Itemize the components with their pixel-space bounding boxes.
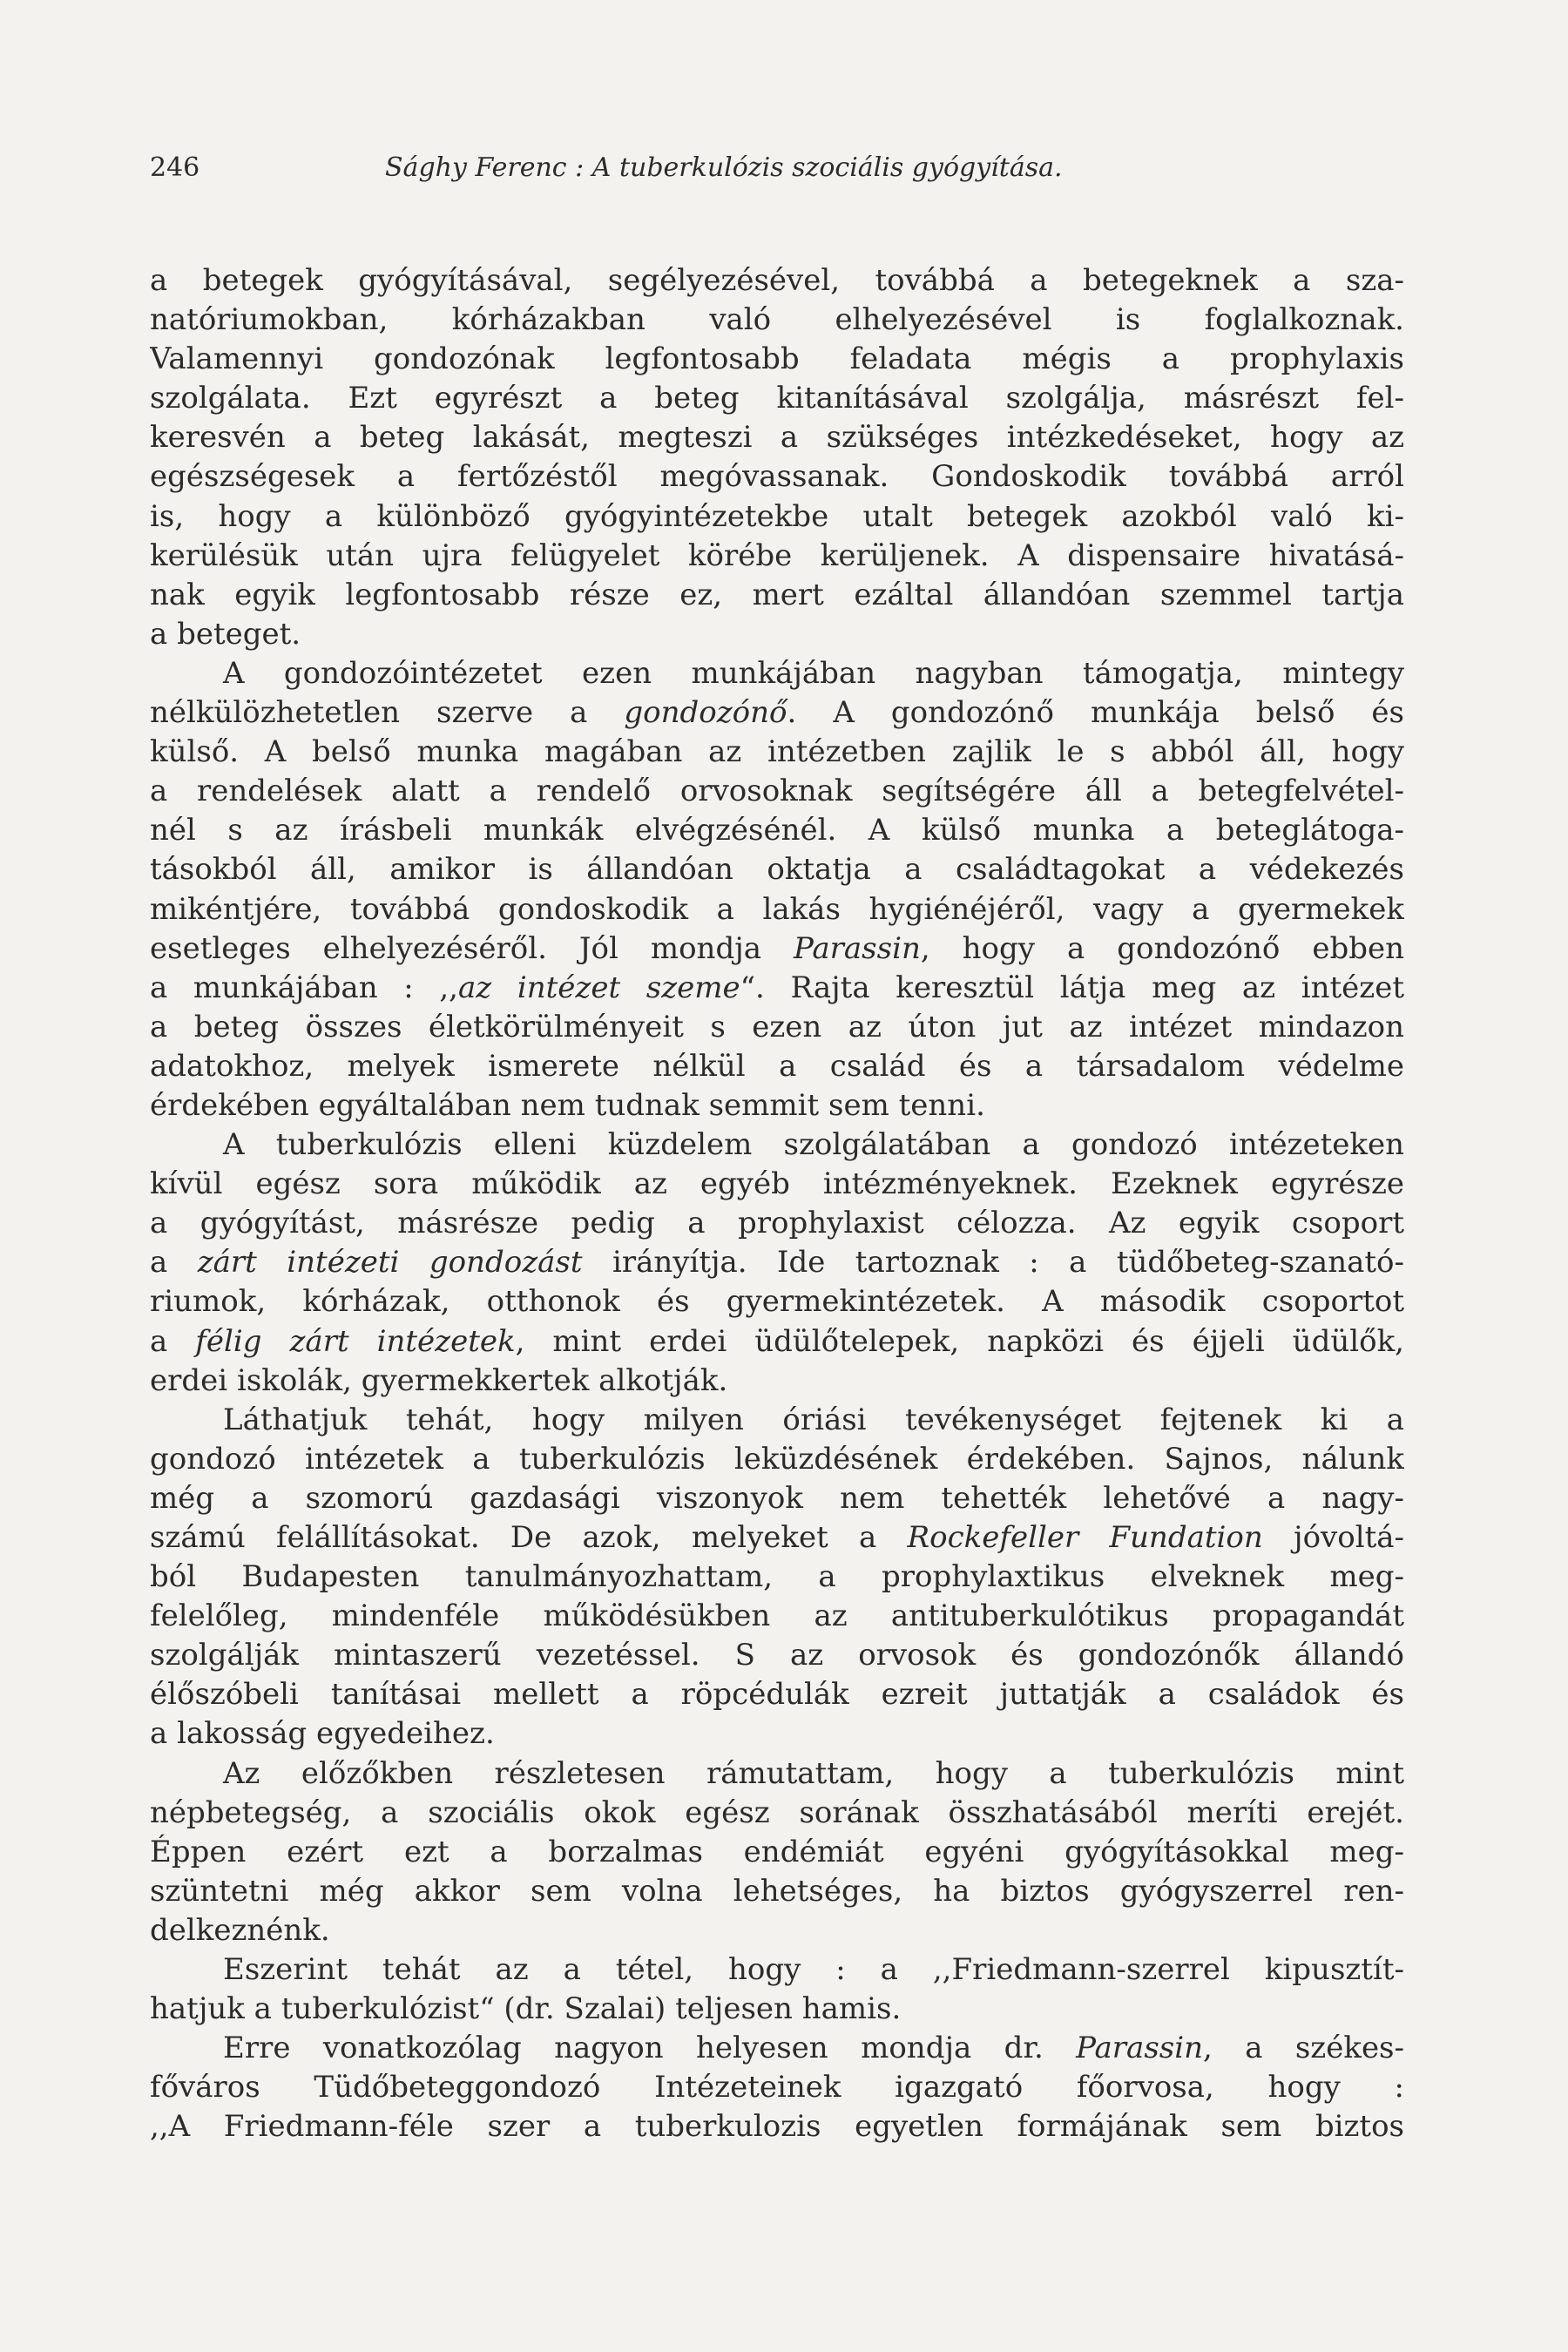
text-line: élőszóbeli tanításai mellett a röpcédulák ezreit juttatják a családok és — [150, 1677, 1404, 1713]
text-line: a betegek gyógyításával, segélyezésével, továbbá a betegeknek a sza- — [150, 263, 1404, 298]
paragraph-start-line: A gondozóintézetet ezen munkájában nagyban támogatja, mintegy — [223, 655, 1404, 691]
text-line: mikéntjére, továbbá gondoskodik a lakás hygiénéjéről, vagy a gyermekek — [150, 891, 1404, 927]
text-line: Éppen ezért ezt a borzalmas endémiát egyéni gyógyításokkal meg- — [150, 1834, 1404, 1869]
text-line: a félig zárt intézetek, mint erdei üdülőtelepek, napközi és éjjeli üdülők, — [150, 1323, 1404, 1359]
text-line: külső. A belső munka magában az intézetben zajlik le s abból áll, hogy — [150, 734, 1404, 770]
text-line: a beteget. — [150, 616, 301, 652]
text-line: szüntetni még akkor sem volna lehetséges, ha biztos gyógyszerrel ren- — [150, 1873, 1404, 1909]
paragraph-start-line: A tuberkulózis elleni küzdelem szolgálatában a gondozó intézeteken — [223, 1127, 1404, 1163]
text-line: főváros Tüdőbeteggondozó Intézeteinek igazgató főorvosa, hogy : — [150, 2070, 1404, 2105]
text-line: tásokból áll, amikor is állandóan oktatja a családtagokat a védekezés — [150, 852, 1404, 888]
paragraph-start-line: Az előzőkben részletesen rámutattam, hogy a tuberkulózis mint — [223, 1755, 1404, 1791]
text-line: is, hogy a különböző gyógyintézetekbe utalt betegek azokból való ki- — [150, 498, 1404, 534]
text-line: riumok, kórházak, otthonok és gyermekintézetek. A második csoportot — [150, 1284, 1404, 1320]
text-line: egészségesek a fertőzéstől megóvassanak. Gondoskodik továbbá arról — [150, 459, 1404, 495]
text-line: keresvén a beteg lakását, megteszi a szükséges intézkedéseket, hogy az — [150, 420, 1404, 456]
text-line: nélkülözhetetlen szerve a gondozónő. A gondozónő munkája belső és — [150, 695, 1404, 731]
text-line: kerülésük után ujra felügyelet körébe kerüljenek. A dispensaire hivatásá- — [150, 537, 1404, 573]
text-line: népbetegség, a szociális okok egész sorának összhatásából meríti erejét. — [150, 1794, 1404, 1830]
text-line: kívül egész sora működik az egyéb intézményeknek. Ezeknek egyrésze — [150, 1166, 1404, 1202]
paragraph-start-line: Eszerint tehát az a tétel, hogy : a ,,Friedmann-szerrel kipusztít- — [223, 1952, 1404, 1988]
paragraph-start-line: Láthatjuk tehát, hogy milyen óriási tevékenységet fejtenek ki a — [223, 1402, 1404, 1437]
text-line: a lakosság egyedeihez. — [150, 1716, 495, 1752]
text-line: a rendelések alatt a rendelő orvosoknak segítségére áll a betegfelvétel- — [150, 774, 1404, 809]
text-line: felelőleg, mindenféle működésükben az antituberkulótikus propagandát — [150, 1598, 1404, 1634]
text-line: érdekében egyáltalában nem tudnak semmit sem tenni. — [150, 1087, 985, 1123]
emphasis: Rockefeller Fundation — [907, 1520, 1263, 1555]
text-line: szolgálják mintaszerű vezetéssel. S az orvosok és gondozónők állandó — [150, 1638, 1404, 1673]
text-line: nél s az írásbeli munkák elvégzésénél. A külső munka a beteglátoga- — [150, 813, 1404, 848]
text-line: a gyógyítást, másrésze pedig a prophylaxist célozza. Az egyik csoport — [150, 1206, 1404, 1241]
emphasis: gondozónő — [624, 695, 787, 731]
text-line: natóriumokban, kórházakban való elhelyezésével is foglalkoznak. — [150, 302, 1404, 338]
text-line: adatokhoz, melyek ismerete nélkül a család és a társadalom védelme — [150, 1048, 1404, 1084]
emphasis: zárt intézeti gondozást — [197, 1245, 583, 1281]
page-number: 246 — [150, 152, 200, 183]
text-line: esetleges elhelyezéséről. Jól mondja Parassin, hogy a gondozónő ebben — [150, 930, 1404, 966]
text-line: delkeznénk. — [150, 1912, 330, 1948]
text-line: gondozó intézetek a tuberkulózis leküzdésének érdekében. Sajnos, nálunk — [150, 1441, 1404, 1477]
emphasis: félig zárt intézetek — [195, 1323, 516, 1359]
emphasis: Parassin — [794, 930, 921, 966]
text-line: számú felállításokat. De azok, melyeket a Rockefeller Fundation jóvoltá- — [150, 1520, 1404, 1555]
text-line: nak egyik legfontosabb része ez, mert ezáltal állandóan szemmel tartja — [150, 577, 1404, 612]
text-line: hatjuk a tuberkulózist“ (dr. Szalai) teljesen hamis. — [150, 1991, 902, 2027]
text-line: erdei iskolák, gyermekkertek alkotják. — [150, 1362, 728, 1398]
paragraph-start-line: Erre vonatkozólag nagyon helyesen mondja dr. Parassin, a székes- — [223, 2031, 1404, 2066]
body-text — [150, 261, 1404, 2147]
text-line: Valamennyi gondozónak legfontosabb feladata mégis a prophylaxis — [150, 341, 1404, 377]
emphasis: az intézet szeme — [458, 970, 740, 1005]
text-line: még a szomorú gazdasági viszonyok nem tehették lehetővé a nagy- — [150, 1480, 1404, 1516]
text-line: ,,A Friedmann-féle szer a tuberkulozis egyetlen formájának sem biztos — [150, 2109, 1404, 2145]
text-line: szolgálata. Ezt egyrészt a beteg kitanításával szolgálja, másrészt fel- — [150, 381, 1404, 416]
running-title: Sághy Ferenc : A tuberkulózis szociális gyógyítása. — [385, 152, 1063, 183]
text-line: a beteg összes életkörülményeit s ezen az úton jut az intézet mindazon — [150, 1009, 1404, 1044]
text-line: a munkájában : ,,az intézet szeme“. Rajta keresztül látja meg az intézet — [150, 970, 1404, 1005]
emphasis: Parassin — [1076, 2031, 1203, 2066]
running-header — [150, 146, 1404, 190]
text-line: ból Budapesten tanulmányozhattam, a prophylaxtikus elveknek meg- — [150, 1559, 1404, 1595]
text-line: a zárt intézeti gondozást irányítja. Ide tartoznak : a tüdőbeteg-szanató- — [150, 1245, 1404, 1281]
